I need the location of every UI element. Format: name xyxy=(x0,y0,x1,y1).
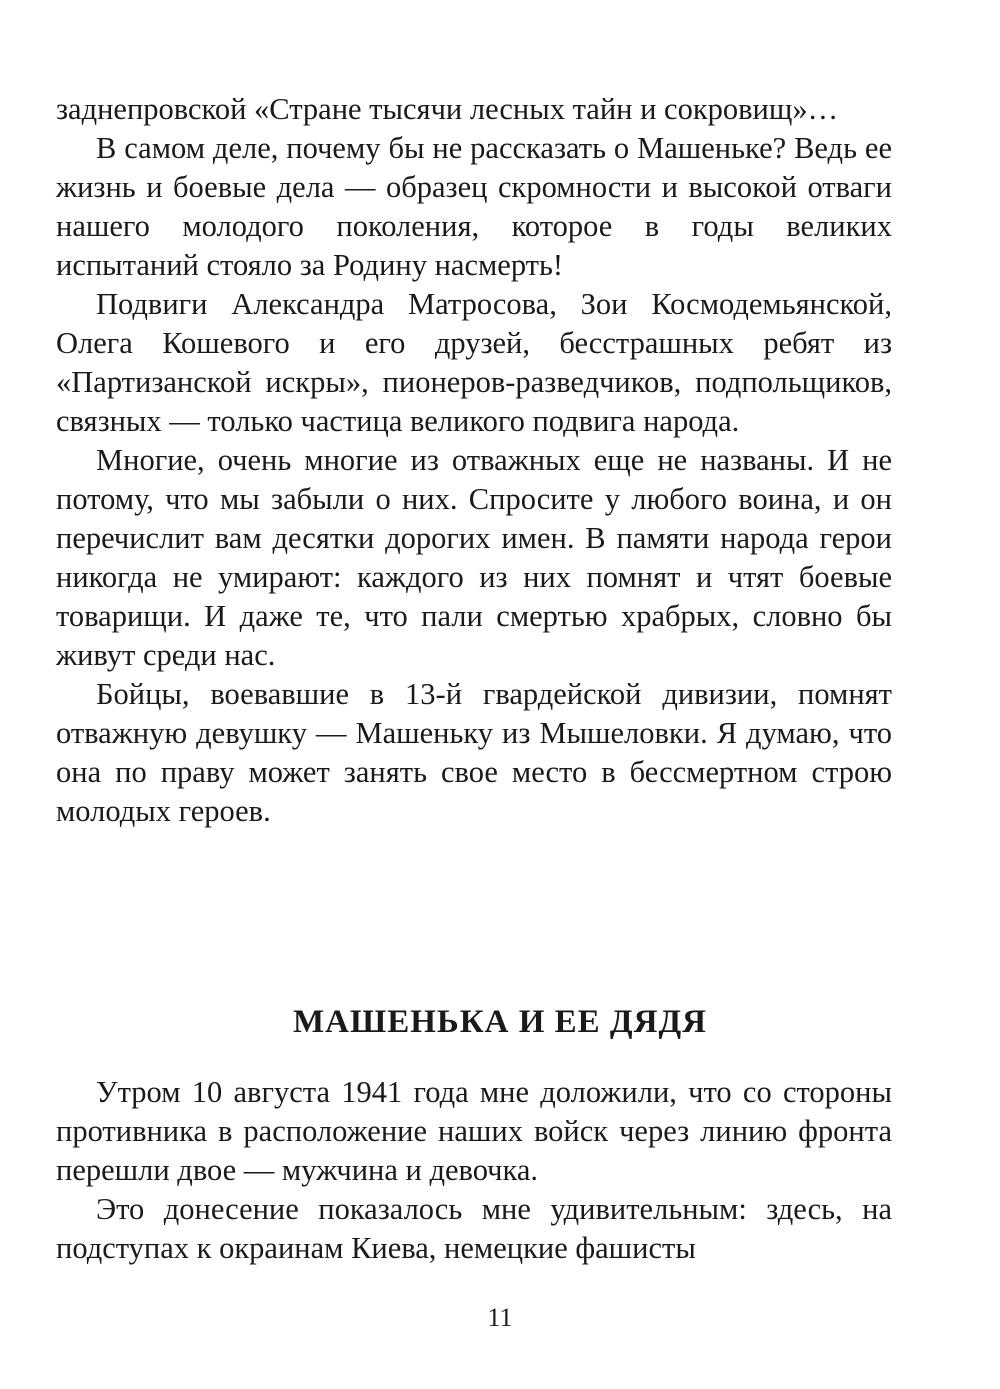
paragraph: Это донесение показалось мне удивительным: здесь, на подступах к окраинам Киева, немецкие фашисты xyxy=(56,1192,892,1265)
page-number: 11 xyxy=(487,1303,513,1332)
paragraph: Подвиги Александра Матросова, Зои Космодемьянской, Олега Кошевого и его друзей, бесстрашных ребят из «Партизанской искры», пионеров-разведчиков, подпольщиков, связных — только частица великого подвига народа. xyxy=(56,287,892,438)
paragraph: В самом деле, почему бы не рассказать о Машеньке? Ведь ее жизнь и боевые дела — образец скромности и высокой отваги нашего молодого поколения, которое в годы великих испытаний стояло за Родину насмерть! xyxy=(56,131,892,282)
body-text-bottom xyxy=(56,1073,892,1268)
chapter-title: МАШЕНЬКА И ЕЕ ДЯДЯ xyxy=(293,1004,707,1040)
paragraph: Бойцы, воевавшие в 13-й гвардейской дивизии, помнят отважную девушку — Машеньку из Мышеловки. Я думаю, что она по праву может занять свое место в бессмертном строю молодых героев. xyxy=(56,677,892,828)
paragraph: Утром 10 августа 1941 года мне доложили, что со стороны противника в расположение наших войск через линию фронта перешли двое — мужчина и девочка. xyxy=(56,1075,892,1187)
body-text-top xyxy=(56,90,892,831)
paragraph: Многие, очень многие из отважных еще не названы. И не потому, что мы забыли о них. Спросите у любого воина, и он перечислит вам десятки дорогих имен. В памяти народа герои никогда не умирают: каждого из них помнят и чтят боевые товарищи. И даже те, что пали смертью храбрых, словно бы живут среди нас. xyxy=(56,443,892,672)
paragraph: заднепровской «Стране тысячи лесных тайн и сокровищ»… xyxy=(56,92,839,126)
